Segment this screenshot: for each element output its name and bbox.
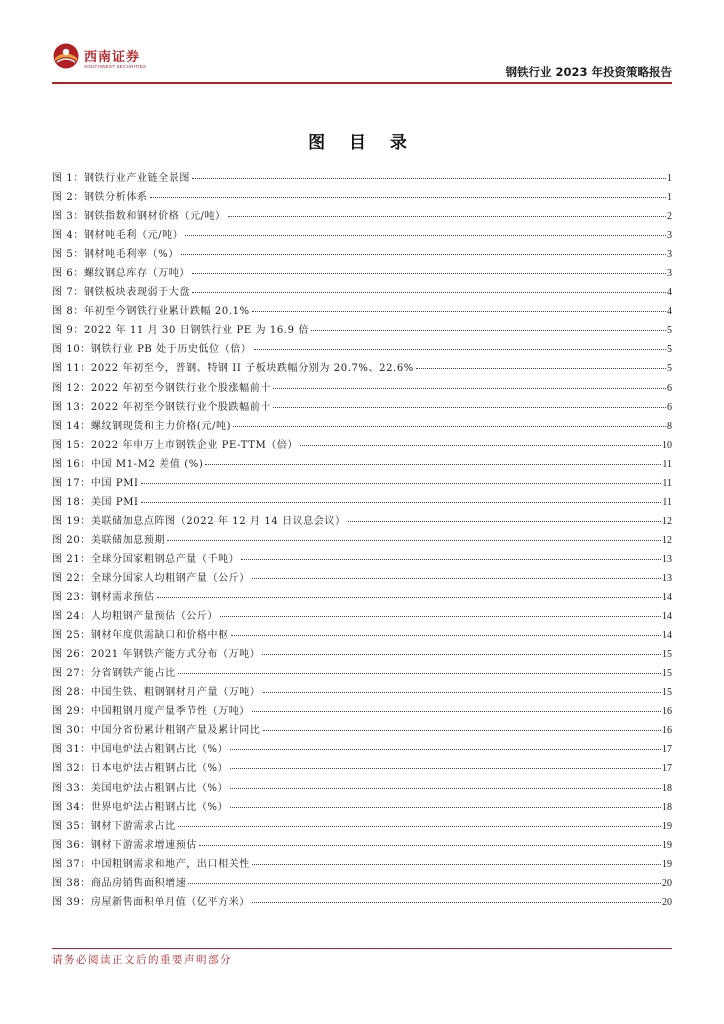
toc-entry-page-number[interactable]: 19 <box>662 839 672 851</box>
toc-entry[interactable] <box>52 283 672 302</box>
toc-dot-leader <box>252 310 666 312</box>
figure-table-of-contents <box>52 169 672 912</box>
toc-entry[interactable] <box>52 417 672 436</box>
toc-entry-page-number[interactable]: 14 <box>662 630 672 642</box>
toc-entry-label[interactable]: 图 25：钢材年度供需缺口和价格中枢 <box>52 630 229 642</box>
toc-dot-leader <box>192 291 666 293</box>
toc-dot-leader <box>230 787 661 789</box>
toc-dot-leader <box>230 748 661 750</box>
toc-dot-leader <box>231 634 661 636</box>
toc-entry[interactable] <box>52 531 672 550</box>
toc-entry-page-number[interactable]: 14 <box>662 592 672 604</box>
toc-entry-page-number[interactable]: 19 <box>662 858 672 870</box>
toc-entry-label[interactable]: 图 32：日本电炉法占粗钢占比（%） <box>52 763 229 775</box>
toc-dot-leader <box>141 482 662 484</box>
toc-entry-page-number[interactable]: 11 <box>662 477 672 489</box>
toc-dot-leader <box>273 387 666 389</box>
toc-dot-leader <box>300 444 661 446</box>
toc-entry[interactable] <box>52 721 672 740</box>
toc-dot-leader <box>150 196 666 198</box>
toc-entry-label[interactable]: 图 18：美国 PMI <box>52 496 139 508</box>
toc-entry[interactable] <box>52 302 672 321</box>
toc-dot-leader <box>141 501 662 503</box>
toc-entry-label[interactable]: 图 1：钢铁行业产业链全景图 <box>52 173 190 184</box>
toc-dot-leader <box>311 329 666 331</box>
toc-entry-page-number[interactable]: 5 <box>667 363 672 375</box>
toc-entry-page-number[interactable]: 18 <box>662 801 672 813</box>
toc-dot-leader <box>220 615 661 617</box>
toc-entry-page-number[interactable]: 20 <box>662 877 672 889</box>
toc-entry-label[interactable]: 图 4：钢材吨毛利（元/吨） <box>52 230 184 242</box>
footer-divider <box>52 948 672 949</box>
company-logo <box>52 42 162 78</box>
toc-dot-leader <box>185 234 666 236</box>
toc-dot-leader <box>230 806 661 808</box>
toc-entry[interactable] <box>52 188 672 207</box>
toc-entry-label[interactable]: 图 30：中国分省份累计粗钢产量及累计同比 <box>52 725 261 737</box>
toc-entry-label[interactable]: 图 11：2022 年初至今，普钢、特钢 II 子板块跌幅分别为 20.7%、22.6% <box>52 363 414 375</box>
toc-dot-leader <box>416 367 666 369</box>
toc-entry[interactable] <box>52 740 672 759</box>
toc-entry-label[interactable]: 图 22：全球分国家人均粗钢产量（公斤） <box>52 572 250 584</box>
toc-entry-page-number[interactable]: 4 <box>667 287 672 299</box>
toc-entry[interactable] <box>52 264 672 283</box>
toc-entry-page-number[interactable]: 10 <box>662 439 672 451</box>
toc-entry[interactable] <box>52 226 672 245</box>
toc-entry-label[interactable]: 图 37：中国粗钢需求和地产，出口相关性 <box>52 858 250 870</box>
toc-dot-leader <box>205 463 661 465</box>
toc-entry[interactable] <box>52 817 672 836</box>
toc-entry-label[interactable]: 图 16：中国 M1-M2 差值 (%) <box>52 458 204 470</box>
toc-dot-leader <box>181 253 666 255</box>
page-header <box>0 0 724 86</box>
toc-entry-page-number[interactable]: 17 <box>662 744 672 756</box>
toc-entry[interactable] <box>52 398 672 417</box>
toc-entry[interactable] <box>52 702 672 721</box>
toc-dot-leader <box>178 672 661 674</box>
toc-dot-leader <box>188 882 661 884</box>
toc-dot-leader <box>157 596 661 598</box>
toc-entry[interactable] <box>52 645 672 664</box>
toc-entry[interactable] <box>52 626 672 645</box>
toc-entry-label[interactable]: 图 31：中国电炉法占粗钢占比（%） <box>52 744 229 756</box>
toc-entry[interactable] <box>52 759 672 778</box>
toc-entry-page-number[interactable]: 15 <box>662 668 672 680</box>
logo-emblem-icon <box>52 42 80 70</box>
toc-entry-label[interactable]: 图 36：钢材下游需求增速预估 <box>52 839 197 851</box>
toc-entry[interactable] <box>52 683 672 702</box>
toc-entry-page-number[interactable]: 2 <box>667 211 672 223</box>
toc-entry-page-number[interactable]: 5 <box>667 344 672 356</box>
toc-entry[interactable] <box>52 874 672 893</box>
toc-entry-page-number[interactable]: 17 <box>662 763 672 775</box>
toc-dot-leader <box>167 539 661 541</box>
toc-entry-page-number[interactable]: 1 <box>667 192 672 204</box>
toc-dot-leader <box>233 425 666 427</box>
toc-entry-page-number[interactable]: 6 <box>667 382 672 394</box>
toc-entry[interactable] <box>52 512 672 531</box>
toc-entry[interactable] <box>52 455 672 474</box>
toc-entry-label[interactable]: 图 38：商品房销售面积增速 <box>52 877 187 889</box>
toc-entry-page-number[interactable]: 15 <box>662 687 672 699</box>
toc-entry-page-number[interactable]: 19 <box>662 820 672 832</box>
toc-entry-label[interactable]: 图 20：美联储加息预期 <box>52 534 166 546</box>
toc-dot-leader <box>192 272 666 274</box>
toc-entry[interactable] <box>52 893 672 912</box>
toc-entry[interactable] <box>52 588 672 607</box>
toc-entry-label[interactable]: 图 13：2022 年初至今钢铁行业个股跌幅前十 <box>52 401 271 413</box>
toc-entry-label[interactable]: 图 7：钢铁板块表现弱于大盘 <box>52 287 190 299</box>
footer-disclaimer: 请务必阅读正文后的重要声明部分 <box>52 954 232 966</box>
toc-entry-page-number[interactable]: 3 <box>667 249 672 261</box>
toc-entry-page-number[interactable]: 18 <box>662 782 672 794</box>
toc-entry-page-number[interactable]: 5 <box>667 325 672 337</box>
toc-entry[interactable] <box>52 169 672 188</box>
toc-entry[interactable] <box>52 321 672 340</box>
toc-entry[interactable] <box>52 340 672 359</box>
toc-dot-leader <box>262 653 661 655</box>
toc-entry-page-number[interactable]: 4 <box>667 306 672 318</box>
toc-dot-leader <box>273 406 666 408</box>
toc-entry[interactable] <box>52 836 672 855</box>
toc-entry[interactable] <box>52 550 672 569</box>
toc-dot-leader <box>348 520 661 522</box>
toc-entry-label[interactable]: 图 3：钢铁指数和钢材价格（元/吨） <box>52 211 226 223</box>
toc-entry-page-number[interactable]: 3 <box>667 268 672 280</box>
toc-entry[interactable] <box>52 664 672 683</box>
toc-entry-label[interactable]: 图 12：2022 年初至今钢铁行业个股涨幅前十 <box>52 382 271 394</box>
toc-entry-label[interactable]: 图 21：全球分国家粗钢总产量（千吨） <box>52 553 240 565</box>
toc-dot-leader <box>254 348 666 350</box>
toc-entry-page-number[interactable]: 6 <box>667 401 672 413</box>
toc-entry-page-number[interactable]: 13 <box>662 553 672 565</box>
toc-entry-page-number[interactable]: 1 <box>667 173 672 184</box>
toc-entry[interactable] <box>52 493 672 512</box>
toc-entry-label[interactable]: 图 9：2022 年 11 月 30 日钢铁行业 PE 为 16.9 倍 <box>52 325 309 337</box>
toc-entry[interactable] <box>52 436 672 455</box>
toc-dot-leader <box>199 844 661 846</box>
toc-entry[interactable] <box>52 245 672 264</box>
toc-dot-leader <box>178 825 661 827</box>
toc-dot-leader <box>252 901 661 903</box>
toc-dot-leader <box>252 863 661 865</box>
toc-entry-page-number[interactable]: 11 <box>662 496 672 508</box>
toc-entry-page-number[interactable]: 12 <box>662 534 672 546</box>
page-title: 图 目 录 <box>308 133 416 153</box>
toc-dot-leader <box>241 558 661 560</box>
toc-entry-label[interactable]: 图 23：钢材需求预估 <box>52 592 155 604</box>
toc-dot-leader <box>263 729 661 731</box>
toc-entry-label[interactable]: 图 10：钢铁行业 PB 处于历史低位（倍） <box>52 344 252 356</box>
toc-entry-page-number[interactable]: 14 <box>662 611 672 623</box>
logo-english-name: SOUTHWEST SECURITIES <box>84 64 147 69</box>
toc-entry-page-number[interactable]: 16 <box>662 725 672 737</box>
toc-entry[interactable] <box>52 474 672 493</box>
report-title: 钢铁行业 2023 年投资策略报告 <box>505 65 672 79</box>
toc-entry-page-number[interactable]: 16 <box>662 706 672 718</box>
toc-entry-label[interactable]: 图 14：螺纹钢现货和主力价格(元/吨) <box>52 420 232 432</box>
toc-entry[interactable] <box>52 855 672 874</box>
toc-entry-page-number[interactable]: 12 <box>662 515 672 527</box>
toc-entry-label[interactable]: 图 15：2022 年申万上市钢铁企业 PE-TTM（倍） <box>52 439 299 451</box>
toc-entry[interactable] <box>52 359 672 378</box>
toc-entry-page-number[interactable]: 11 <box>662 458 672 470</box>
toc-entry-label[interactable]: 图 28：中国生铁、粗钢钢材月产量（万吨） <box>52 687 261 699</box>
toc-entry-label[interactable]: 图 35：钢材下游需求占比 <box>52 820 176 832</box>
toc-dot-leader <box>230 767 661 769</box>
toc-entry-label[interactable]: 图 5：钢材吨毛利率（%） <box>52 249 179 261</box>
toc-entry-label[interactable]: 图 34：世界电炉法占粗钢占比（%） <box>52 801 229 813</box>
logo-chinese-name: 西南证券 <box>84 50 141 65</box>
toc-dot-leader <box>192 177 666 179</box>
toc-entry-label[interactable]: 图 19：美联储加息点阵图（2022 年 12 月 14 日议息会议） <box>52 515 346 527</box>
toc-entry-label[interactable]: 图 39：房屋新售面积单月值（亿平方米） <box>52 896 250 908</box>
toc-entry-label[interactable]: 图 27：分省钢铁产能占比 <box>52 668 176 680</box>
header-divider <box>52 82 672 84</box>
toc-entry-page-number[interactable]: 3 <box>667 230 672 242</box>
toc-entry[interactable] <box>52 607 672 626</box>
toc-entry-label[interactable]: 图 8：年初至今钢铁行业累计跌幅 20.1% <box>52 306 250 318</box>
toc-entry[interactable] <box>52 569 672 588</box>
toc-dot-leader <box>252 710 661 712</box>
toc-dot-leader <box>252 577 661 579</box>
toc-dot-leader <box>228 215 666 217</box>
toc-entry[interactable] <box>52 379 672 398</box>
toc-entry-page-number[interactable]: 13 <box>662 572 672 584</box>
toc-entry-page-number[interactable]: 15 <box>662 649 672 661</box>
toc-entry[interactable] <box>52 207 672 226</box>
toc-entry-label[interactable]: 图 29：中国粗钢月度产量季节性（万吨） <box>52 706 250 718</box>
toc-entry-label[interactable]: 图 26：2021 年钢铁产能方式分布（万吨） <box>52 649 261 661</box>
toc-entry-label[interactable]: 图 17：中国 PMI <box>52 477 139 489</box>
toc-dot-leader <box>263 691 661 693</box>
toc-entry-page-number[interactable]: 20 <box>662 896 672 908</box>
toc-entry[interactable] <box>52 798 672 817</box>
toc-entry-label[interactable]: 图 33：美国电炉法占粗钢占比（%） <box>52 782 229 794</box>
toc-entry-label[interactable]: 图 6：螺纹钢总库存（万吨） <box>52 268 190 280</box>
toc-entry-label[interactable]: 图 24：人均粗钢产量预估（公斤） <box>52 611 219 623</box>
toc-entry[interactable] <box>52 779 672 798</box>
toc-entry-page-number[interactable]: 8 <box>667 420 672 432</box>
toc-entry-label[interactable]: 图 2：钢铁分析体系 <box>52 192 148 204</box>
